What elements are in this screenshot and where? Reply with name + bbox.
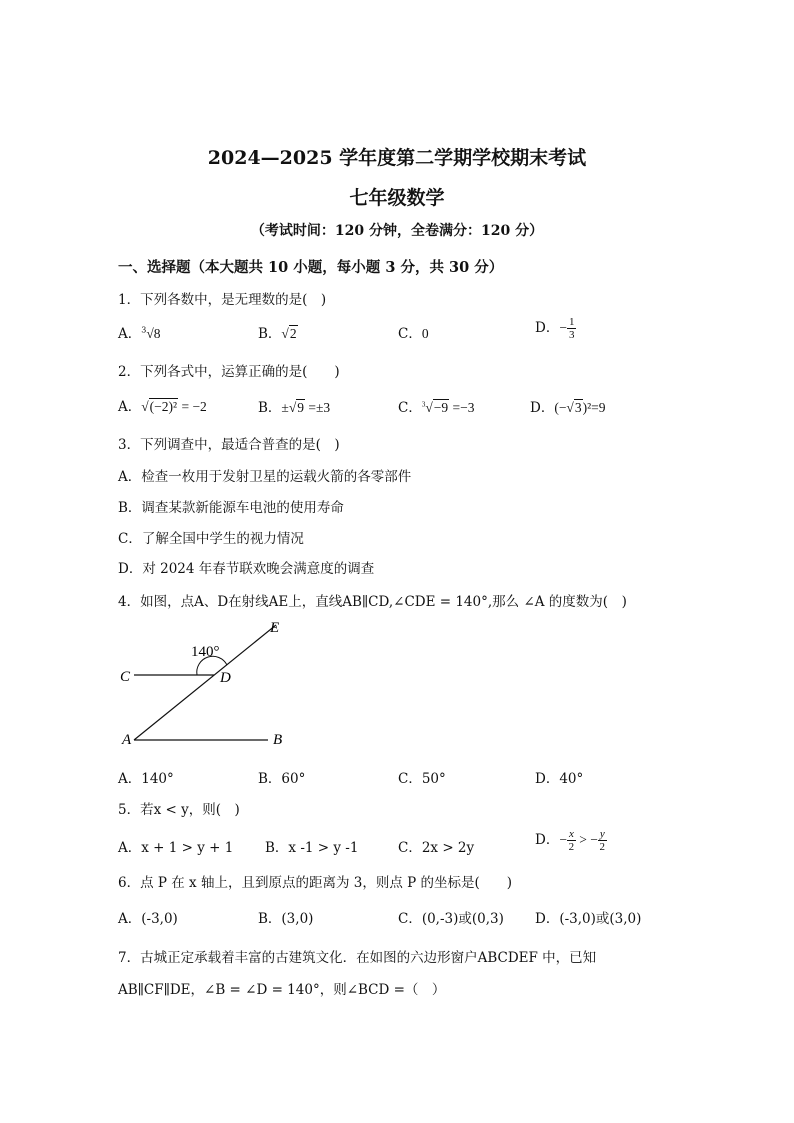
q2-option-a: A．√(−2)² = −2 <box>118 399 207 415</box>
point-e-label: E <box>270 620 280 636</box>
q5-option-a: A．x + 1 > y + 1 <box>118 840 234 856</box>
q6-option-a: A．(-3,0) <box>118 911 178 927</box>
q6-option-c: C．(0,-3)或(0,3) <box>398 911 504 927</box>
q5-option-c: C．2x > 2y <box>398 840 475 856</box>
q2-option-c: C．$^3$√−9 =−3 <box>398 400 475 416</box>
question-2-stem: 2．下列各式中，运算正确的是( ) <box>118 364 340 380</box>
q4-option-a: A．140° <box>118 771 174 787</box>
question-7-stem: 7．古城正定承载着丰富的古建筑文化．在如图的六边形窗户ABCDEF 中，已知 <box>118 950 597 966</box>
section-heading: 一、选择题（本大题共 10 小题，每小题 3 分，共 30 分） <box>118 259 504 276</box>
point-b-label: B <box>273 732 283 748</box>
q6-option-d: D．(-3,0)或(3,0) <box>535 911 642 927</box>
question-1-stem: 1．下列各数中，是无理数的是( ) <box>118 292 327 308</box>
q5-option-d: D．− $\frac{x}{2}$ > − $\frac{y}{2}$ <box>535 828 606 853</box>
q1-option-b: B．√2 <box>258 326 297 342</box>
geometry-figure <box>110 615 310 755</box>
point-d-label: D <box>220 670 231 686</box>
q6-option-b: B．(3,0) <box>258 911 314 927</box>
point-a-label: A <box>122 732 132 748</box>
q3-option-c: C．了解全国中学生的视力情况 <box>118 531 304 547</box>
question-5-stem: 5．若x < y，则( ) <box>118 802 240 818</box>
exam-title: 2024—2025 学年度第二学期学校期末考试 <box>207 147 587 169</box>
q1-option-c: C．0 <box>398 326 429 342</box>
exam-info: （考试时间：120 分钟，全卷满分：120 分） <box>250 223 544 239</box>
q1-option-a: A．$^3$√8 <box>118 325 161 342</box>
question-6-stem: 6．点 P 在 x 轴上，且到原点的距离为 3，则点 P 的坐标是( ) <box>118 875 513 891</box>
q3-option-d: D．对 2024 年春节联欢晚会满意度的调查 <box>118 561 375 577</box>
q1-option-d: D．− $\frac{1}{3}$ <box>535 316 575 341</box>
q5-option-b: B．x -1 > y -1 <box>265 840 359 856</box>
ray-ae <box>134 625 276 740</box>
q3-option-a: A．检查一枚用于发射卫星的运载火箭的各零部件 <box>118 469 412 485</box>
q3-option-b: B．调查某款新能源车电池的使用寿命 <box>118 500 344 516</box>
question-3-stem: 3．下列调查中，最适合普查的是( ) <box>118 437 340 453</box>
q4-option-b: B．60° <box>258 771 306 787</box>
q4-option-d: D．40° <box>535 771 584 787</box>
point-c-label: C <box>120 669 131 685</box>
question-7-stem-cont: AB∥CF∥DE，∠B = ∠D = 140°，则∠BCD =（ ） <box>118 982 446 998</box>
exam-subject: 七年级数学 <box>349 187 445 209</box>
q2-option-b: B．±√9 =±3 <box>258 400 331 416</box>
q2-option-d: D．(−√3)²=9 <box>530 400 606 416</box>
question-4-stem: 4．如图，点A、D在射线AE上，直线AB∥CD,∠CDE = 140°,那么 ∠A 的度数为( ) <box>118 594 627 610</box>
q4-option-c: C．50° <box>398 771 446 787</box>
angle-label: 140° <box>191 644 220 660</box>
